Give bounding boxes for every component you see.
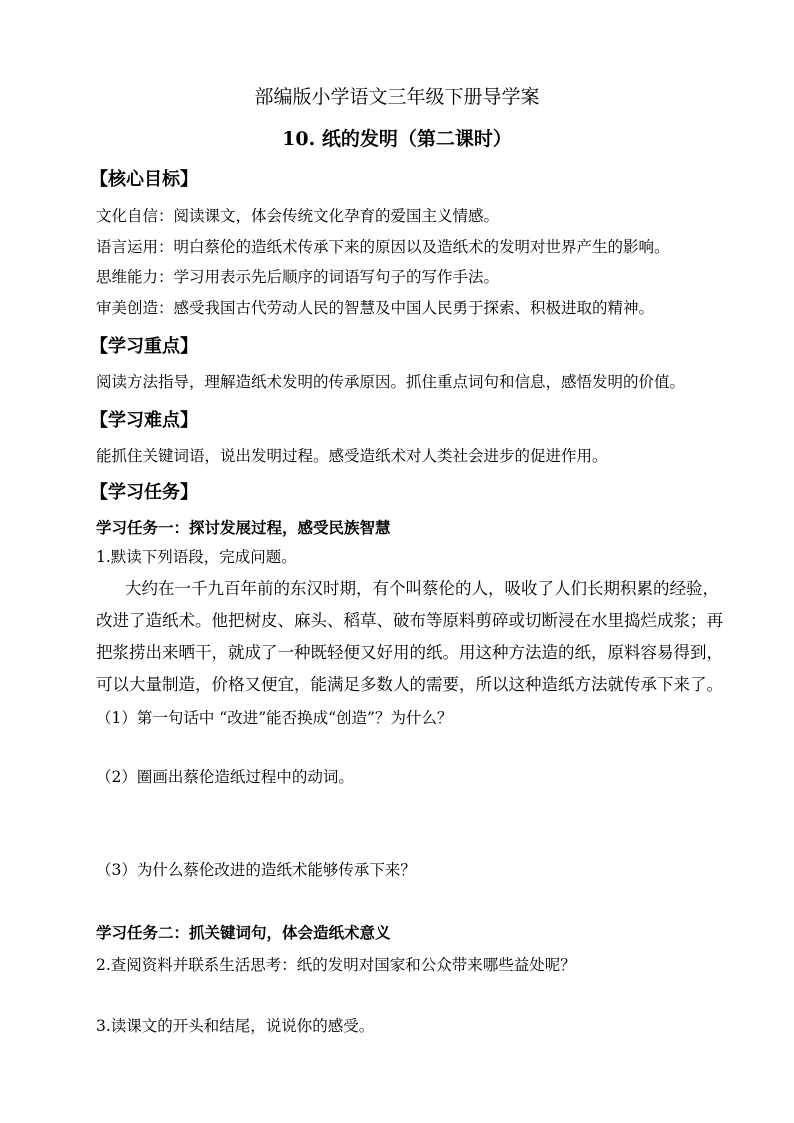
difficulties-text: 能抓住关键词语，说出发明过程。感受造纸术对人类社会进步的促进作用。	[96, 447, 608, 465]
task2-title: 学习任务二：抓关键词句，体会造纸术意义	[96, 923, 391, 942]
core-goals-heading: 【核心目标】	[90, 169, 198, 190]
core-goal-item: 审美创造：感受我国古代劳动人民的智慧及中国人民勇于探索、积极进取的精神。	[96, 299, 655, 317]
passage-line: 大约在一千九百年前的东汉时期，有个叫蔡伦的人，吸收了人们长期积累的经验，	[125, 579, 719, 598]
task1-question: （3）为什么蔡伦改进的造纸术能够传承下来？	[96, 861, 416, 879]
key-points-heading: 【学习重点】	[90, 336, 198, 357]
passage-line: 可以大量制造，价格又便宜，能满足多数人的需要，所以这种造纸方法就传承下来了。	[96, 675, 723, 694]
document-title: 部编版小学语文三年级下册导学案	[254, 86, 540, 108]
tasks-heading: 【学习任务】	[90, 482, 198, 503]
lesson-title: 10. 纸的发明（第二课时）	[282, 128, 512, 150]
task2-question: 3.读课文的开头和结尾，说说你的感受。	[96, 1017, 375, 1035]
task1-question: （1）第一句话中 “改进”能否换成“创造”？为什么？	[96, 709, 453, 727]
task1-title: 学习任务一：探讨发展过程，感受民族智慧	[96, 518, 391, 537]
task1-instruction: 1.默读下列语段，完成问题。	[96, 548, 297, 566]
core-goal-item: 文化自信：阅读课文，体会传统文化孕育的爱国主义情感。	[96, 207, 500, 225]
core-goal-item: 思维能力：学习用表示先后顺序的词语写句子的写作手法。	[96, 268, 500, 286]
core-goal-item: 语言运用：明白蔡伦的造纸术传承下来的原因以及造纸术的发明对世界产生的影响。	[96, 238, 670, 256]
task2-question: 2.查阅资料并联系生活思考：纸的发明对国家和公众带来哪些益处呢？	[96, 956, 576, 974]
key-points-text: 阅读方法指导，理解造纸术发明的传承原因。抓住重点词句和信息，感悟发明的价值。	[96, 373, 686, 391]
difficulties-heading: 【学习难点】	[90, 410, 198, 431]
passage-line: 改进了造纸术。他把树皮、麻头、稻草、破布等原料剪碎或切断浸在水里捣烂成浆；再	[96, 611, 723, 630]
passage-line: 把浆捞出来晒干，就成了一种既轻便又好用的纸。用这种方法造的纸，原料容易得到，	[96, 643, 723, 662]
task1-question: （2）圈画出蔡伦造纸过程中的动词。	[96, 768, 354, 786]
